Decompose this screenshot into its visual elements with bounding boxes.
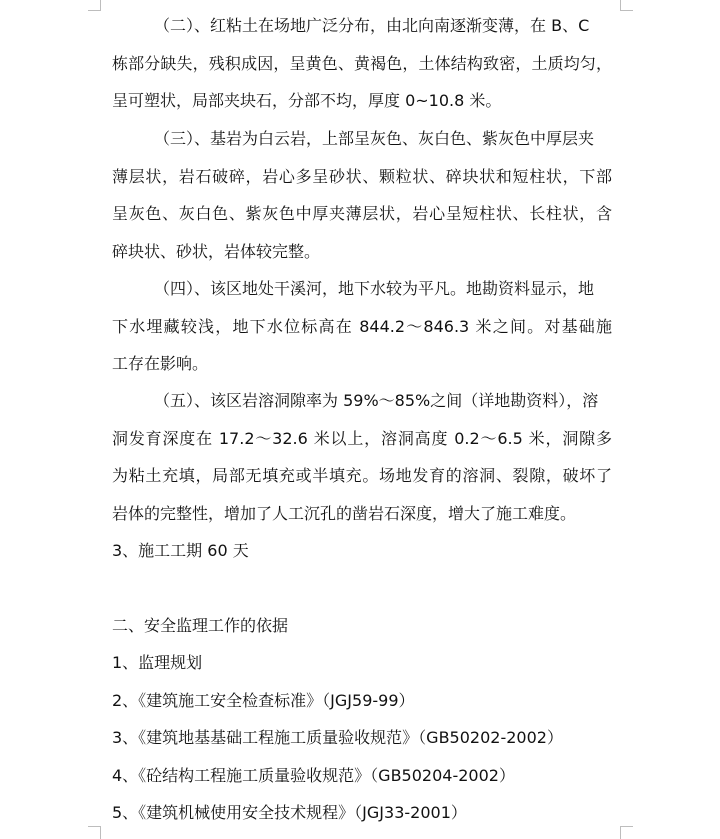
list-item: 3、《建筑地基基础工程施工质量验收规范》（GB50202-2002） — [112, 728, 563, 747]
text-line: 3、施工工期 60 天 — [112, 541, 249, 560]
text-line: 碎块状、砂状，岩体较完整。 — [112, 241, 321, 261]
text-line: 呈灰色、灰白色、紫灰色中厚夹薄层状，岩心呈短柱状、长柱状，含 — [112, 204, 612, 223]
list-item: 1、监理规划 — [112, 653, 203, 672]
basis-list — [112, 644, 612, 832]
item-construction-period — [112, 532, 612, 570]
text-line: 为粘土充填，局部无填充或半填充。场地发育的溶洞、裂隙，破坏了 — [112, 466, 612, 485]
text-line: 岩体的完整性，增加了人工沉孔的凿岩石深度，增大了施工难度。 — [112, 503, 577, 523]
text-line: （四）、该区地处干溪河，地下水较为平凡。地勘资料显示，地 — [154, 279, 595, 298]
section-title: 二、安全监理工作的依据 — [112, 616, 289, 635]
paragraph-red-clay — [112, 7, 612, 120]
text-line: 下水埋藏较浅，地下水位标高在 844.2～846.3 米之间。对基础施 — [112, 316, 612, 336]
margin-corner-mark — [88, 0, 101, 11]
text-line: 洞发育深度在 17.2～32.6 米以上，溶洞高度 0.2～6.5 米，洞隙多 — [112, 428, 612, 448]
list-item: 4、《砼结构工程施工质量验收规范》（GB50204-2002） — [112, 765, 515, 785]
list-item: 2、《建筑施工安全检查标准》（JGJ59-99） — [112, 690, 415, 710]
text-line: 薄层状，岩石破碎，岩心多呈砂状、颗粒状、碎块状和短柱状，下部 — [112, 166, 612, 186]
section-heading — [112, 607, 612, 645]
margin-corner-mark — [620, 826, 633, 839]
text-line: （五）、该区岩溶洞隙率为 59%～85%之间（详地勘资料），溶 — [154, 391, 599, 410]
text-line: 呈可塑状，局部夹块石，分部不均，厚度 0~10.8 米。 — [112, 91, 502, 110]
text-line: 工存在影响。 — [112, 354, 209, 373]
text-line: 栋部分缺失，残积成因，呈黄色、黄褐色，土体结构致密，土质均匀， — [112, 53, 612, 73]
margin-corner-mark — [88, 826, 101, 839]
paragraph-groundwater — [112, 270, 612, 383]
text-line: （二）、红粘土在场地广泛分布，由北向南逐渐变薄，在 B、C — [154, 16, 590, 35]
text-line: （三）、基岩为白云岩，上部呈灰色、灰白色、紫灰色中厚层夹 — [154, 129, 595, 148]
margin-corner-mark — [620, 0, 633, 11]
paragraph-bedrock — [112, 120, 612, 270]
paragraph-karst — [112, 382, 612, 532]
list-item: 5、《建筑机械使用安全技术规程》（JGJ33-2001） — [112, 803, 467, 822]
